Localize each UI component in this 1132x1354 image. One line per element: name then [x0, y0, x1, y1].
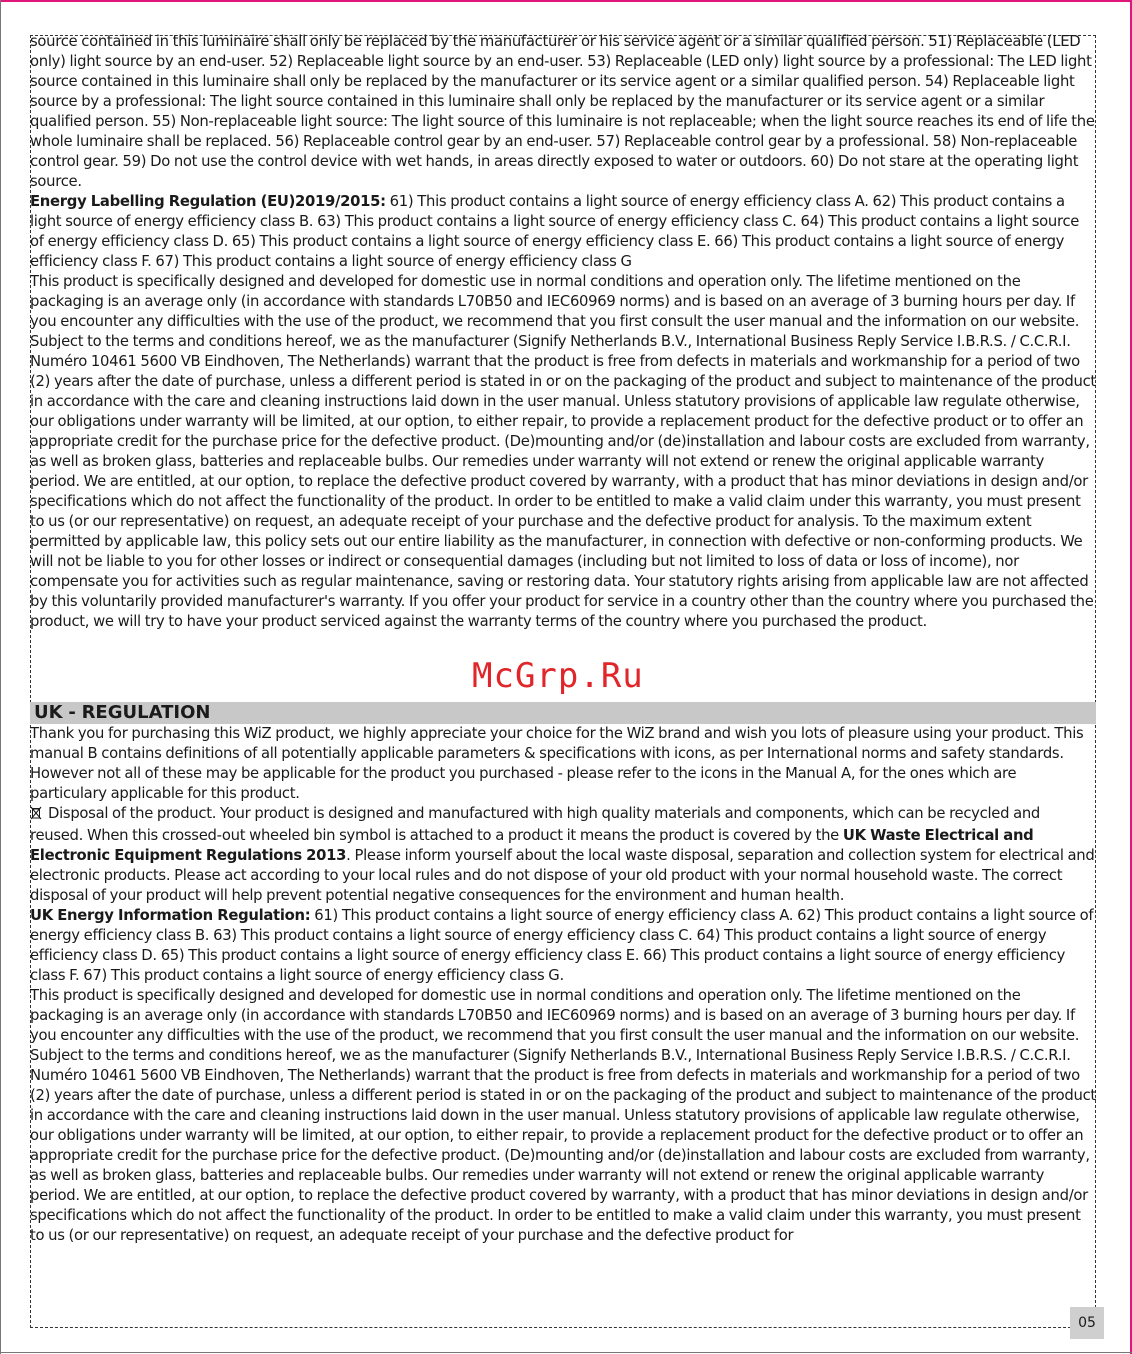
eu-energy-paragraph [30, 192, 1096, 272]
uk-weee-regulation: UK Waste Electrical and Electronic Equipment Regulations 2013 [30, 827, 1034, 864]
replaceable-source-paragraph: source contained in this luminaire shall only be replaced by the manufacturer or his service agent or a similar qualified person. 51) Replaceable (LED only) light source by an end-user. 52) Replaceable light source by an end-user. 53) Replaceable (LED only) light source by a professional: The LED light source contained in this luminaire shall only be replaced by the manufacturer or its service agent or a similar qualified person. 54) Replaceable light source by a professional: The light source contained in this luminaire shall only be replaced by the manufacturer or its service agent or a similar qualified person. 55) Non-replaceable light source: The light source of this luminaire is not replaceable; when the light source reaches its end of life the whole luminaire shall be replaced. 56) Replaceable control gear by an end-user. 57) Replaceable control gear by a professional. 58) Non-replaceable control gear. 59) Do not use the control device with wet hands, in areas directly exposed to water or outdoors. 60) Do not stare at the operating light source. [30, 33, 1095, 190]
eu-energy-label: Energy Labelling Regulation (EU)2019/2015: [30, 193, 386, 210]
crossed-out-bin-icon [30, 806, 42, 826]
page-number: 05 [1070, 1307, 1104, 1339]
eu-warranty-paragraph: This product is specifically designed and developed for domestic use in normal conditions and operation only. The lifetime mentioned on the packaging is an average only (in accordance with standards L70B50 and IEC60969 norms) and is based on an average of 3 burning hours per day. If you encounter any difficulties with the use of the product, we recommend that you first consult the user manual and the information on our website. Subject to the terms and conditions hereof, we as the manufacturer (Signify Netherlands B.V., International Business Reply Service I.B.R.S. / C.C.R.I. Numéro 10461 5600 VB Eindhoven, The Netherlands) warrant that the product is free from defects in materials and workmanship for a period of two (2) years after the date of purchase, unless a different period is stated in or on the packaging of the product and subject to maintenance of the product in accordance with the care and cleaning instructions laid down in the user manual. Unless statutory provisions of applicable law regulate otherwise, our obligations under warranty will be limited, at our option, to either repair, to provide a replacement product for the defective product or to offer an appropriate credit for the purchase price for the defective product. (De)mounting and/or (de)installation and labour costs are excluded from warranty, as well as broken glass, batteries and replaceable bulbs. Our remedies under warranty will not extend or renew the original applicable warranty period. We are entitled, at our option, to replace the defective product covered by warranty, with a product that has minor deviations in design and/or specifications which do not affect the functionality of the product. In order to be entitled to make a valid claim under this warranty, you must present to us (or our representative) on request, an adequate receipt of your purchase and the defective product for analysis. To the maximum extent permitted by applicable law, this policy sets out our entire liability as the manufacturer, in connection with defective or non-conforming products. We will not be liable to you for other losses or indirect or consequential damages (including but not limited to loss of data or loss of income), nor compensate you for activities such as regular maintenance, saving or restoring data. Your statutory rights arising from applicable law are not affected by this voluntarily provided manufacturer's warranty. If you offer your product for service in a country other than the country where you purchased the product, we will try to have your product serviced against the warranty terms of the country where you purchased the product. [30, 273, 1096, 630]
watermark: McGrp.Ru [472, 656, 644, 696]
uk-regulation-heading: UK - REGULATION [30, 702, 1096, 724]
page-edge-top [0, 0, 1132, 2]
uk-disposal-paragraph [30, 804, 1096, 906]
eu-energy-text: 61) This product contains a light source of energy efficiency class A. 62) This product contains a light source of energy efficiency class B. 63) This product contains a light source of energy efficiency class C. 64) This product contains a light source of energy efficiency class D. 65) This product contains a light source of energy efficiency class E. 66) This product contains a light source of energy efficiency class F. 67) This product contains a light source of energy efficiency class G [30, 193, 1080, 270]
uk-intro-paragraph: Thank you for purchasing this WiZ product, we highly appreciate your choice for the WiZ brand and wish you lots of pleasure using your product. This manual B contains definitions of all potentially applicable parameters & specifications with icons, as per International norms and safety standards. However not all of these may be applicable for the product you purchased - please refer to the icons in the Manual A, for the ones which are particulary applicable for this product. [30, 725, 1084, 802]
document-body [30, 32, 1096, 1246]
uk-energy-paragraph [30, 906, 1096, 986]
uk-energy-text: 61) This product contains a light source of energy efficiency class A. 62) This product contains a light source of energy efficiency class B. 63) This product contains a light source of energy efficiency class C. 64) This product contains a light source of energy efficiency class D. 65) This product contains a light source of energy efficiency class E. 66) This product contains a light source of energy efficiency class F. 67) This product contains a light source of energy efficiency class G. [30, 907, 1094, 984]
uk-disposal-rest: . Please inform yourself about the local waste disposal, separation and collection system for electrical and electronic products. Please act according to your local rules and do not dispose of your old product with your normal household waste. The correct disposal of your product will help prevent potential negative consequences for the environment and human health. [30, 847, 1095, 904]
page-edge-left [0, 0, 1, 1354]
uk-energy-label: UK Energy Information Regulation: [30, 907, 311, 924]
uk-disposal-text: Disposal of the product. Your product is designed and manufactured with high quality materials and components, which can be recycled and reused. When this crossed-out wheeled bin symbol is attached to a product it means the product is covered by the [30, 805, 1041, 844]
page-edge-bottom [0, 1352, 1132, 1353]
uk-warranty-paragraph: This product is specifically designed and developed for domestic use in normal conditions and operation only. The lifetime mentioned on the packaging is an average only (in accordance with standards L70B50 and IEC60969 norms) and is based on an average of 3 burning hours per day. If you encounter any difficulties with the use of the product, we recommend that you first consult the user manual and the information on our website. Subject to the terms and conditions hereof, we as the manufacturer (Signify Netherlands B.V., International Business Reply Service I.B.R.S. / C.C.R.I. Numéro 10461 5600 VB Eindhoven, The Netherlands) warrant that the product is free from defects in materials and workmanship for a period of two (2) years after the date of purchase, unless a different period is stated in or on the packaging of the product and subject to maintenance of the product in accordance with the care and cleaning instructions laid down in the user manual. Unless statutory provisions of applicable law regulate otherwise, our obligations under warranty will be limited, at our option, to either repair, to provide a replacement product for the defective product or to offer an appropriate credit for the purchase price for the defective product. (De)mounting and/or (de)installation and labour costs are excluded from warranty, as well as broken glass, batteries and replaceable bulbs. Our remedies under warranty will not extend or renew the original applicable warranty period. We are entitled, at our option, to replace the defective product covered by warranty, with a product that has minor deviations in design and/or specifications which do not affect the functionality of the product. In order to be entitled to make a valid claim under this warranty, you must present to us (or our representative) on request, an adequate receipt of your purchase and the defective product for [30, 987, 1096, 1244]
